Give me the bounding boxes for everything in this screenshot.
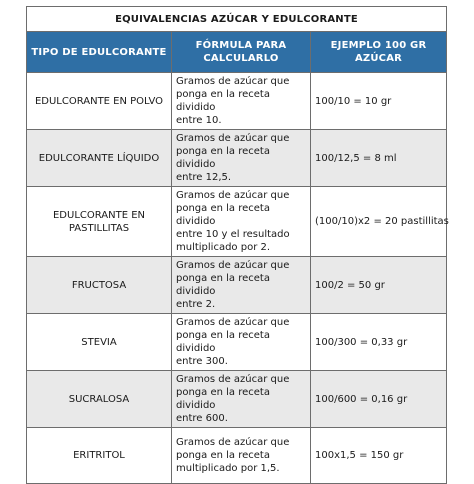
row-formula: Gramos de azúcar que ponga en la receta dividido entre 10.	[172, 73, 311, 130]
row-formula: Gramos de azúcar que ponga en la receta multiplicado por 1,5.	[172, 428, 311, 484]
row-type: ERITRITOL	[27, 428, 172, 484]
table-row	[27, 73, 447, 130]
row-example: 100/2 = 50 gr	[311, 257, 447, 314]
table-row	[27, 187, 447, 257]
row-type: EDULCORANTE EN POLVO	[27, 73, 172, 130]
title-row	[27, 7, 447, 32]
header-example: EJEMPLO 100 GR AZÚCAR	[311, 32, 447, 73]
row-formula: Gramos de azúcar que ponga en la receta dividido entre 300.	[172, 314, 311, 371]
row-formula: Gramos de azúcar que ponga en la receta dividido entre 12,5.	[172, 130, 311, 187]
row-type: EDULCORANTE EN PASTILLITAS	[27, 187, 172, 257]
table-row	[27, 371, 447, 428]
row-example: 100x1,5 = 150 gr	[311, 428, 447, 484]
row-example: 100/12,5 = 8 ml	[311, 130, 447, 187]
row-formula: Gramos de azúcar que ponga en la receta dividido entre 10 y el resultado multiplicado por 2.	[172, 187, 311, 257]
row-example: (100/10)x2 = 20 pastillitas	[311, 187, 447, 257]
table-row	[27, 130, 447, 187]
equivalence-table	[26, 6, 447, 484]
header-row	[27, 32, 447, 73]
row-example: 100/600 = 0,16 gr	[311, 371, 447, 428]
row-formula: Gramos de azúcar que ponga en la receta dividido entre 600.	[172, 371, 311, 428]
row-type: STEVIA	[27, 314, 172, 371]
header-formula: FÓRMULA PARA CALCULARLO	[172, 32, 311, 73]
header-type: TIPO DE EDULCORANTE	[27, 32, 172, 73]
row-type: EDULCORANTE LÍQUIDO	[27, 130, 172, 187]
table-title: EQUIVALENCIAS AZÚCAR Y EDULCORANTE	[27, 7, 447, 32]
row-example: 100/300 = 0,33 gr	[311, 314, 447, 371]
row-formula: Gramos de azúcar que ponga en la receta dividido entre 2.	[172, 257, 311, 314]
row-example: 100/10 = 10 gr	[311, 73, 447, 130]
row-type: SUCRALOSA	[27, 371, 172, 428]
table-row	[27, 428, 447, 484]
table-row	[27, 257, 447, 314]
table-row	[27, 314, 447, 371]
row-type: FRUCTOSA	[27, 257, 172, 314]
